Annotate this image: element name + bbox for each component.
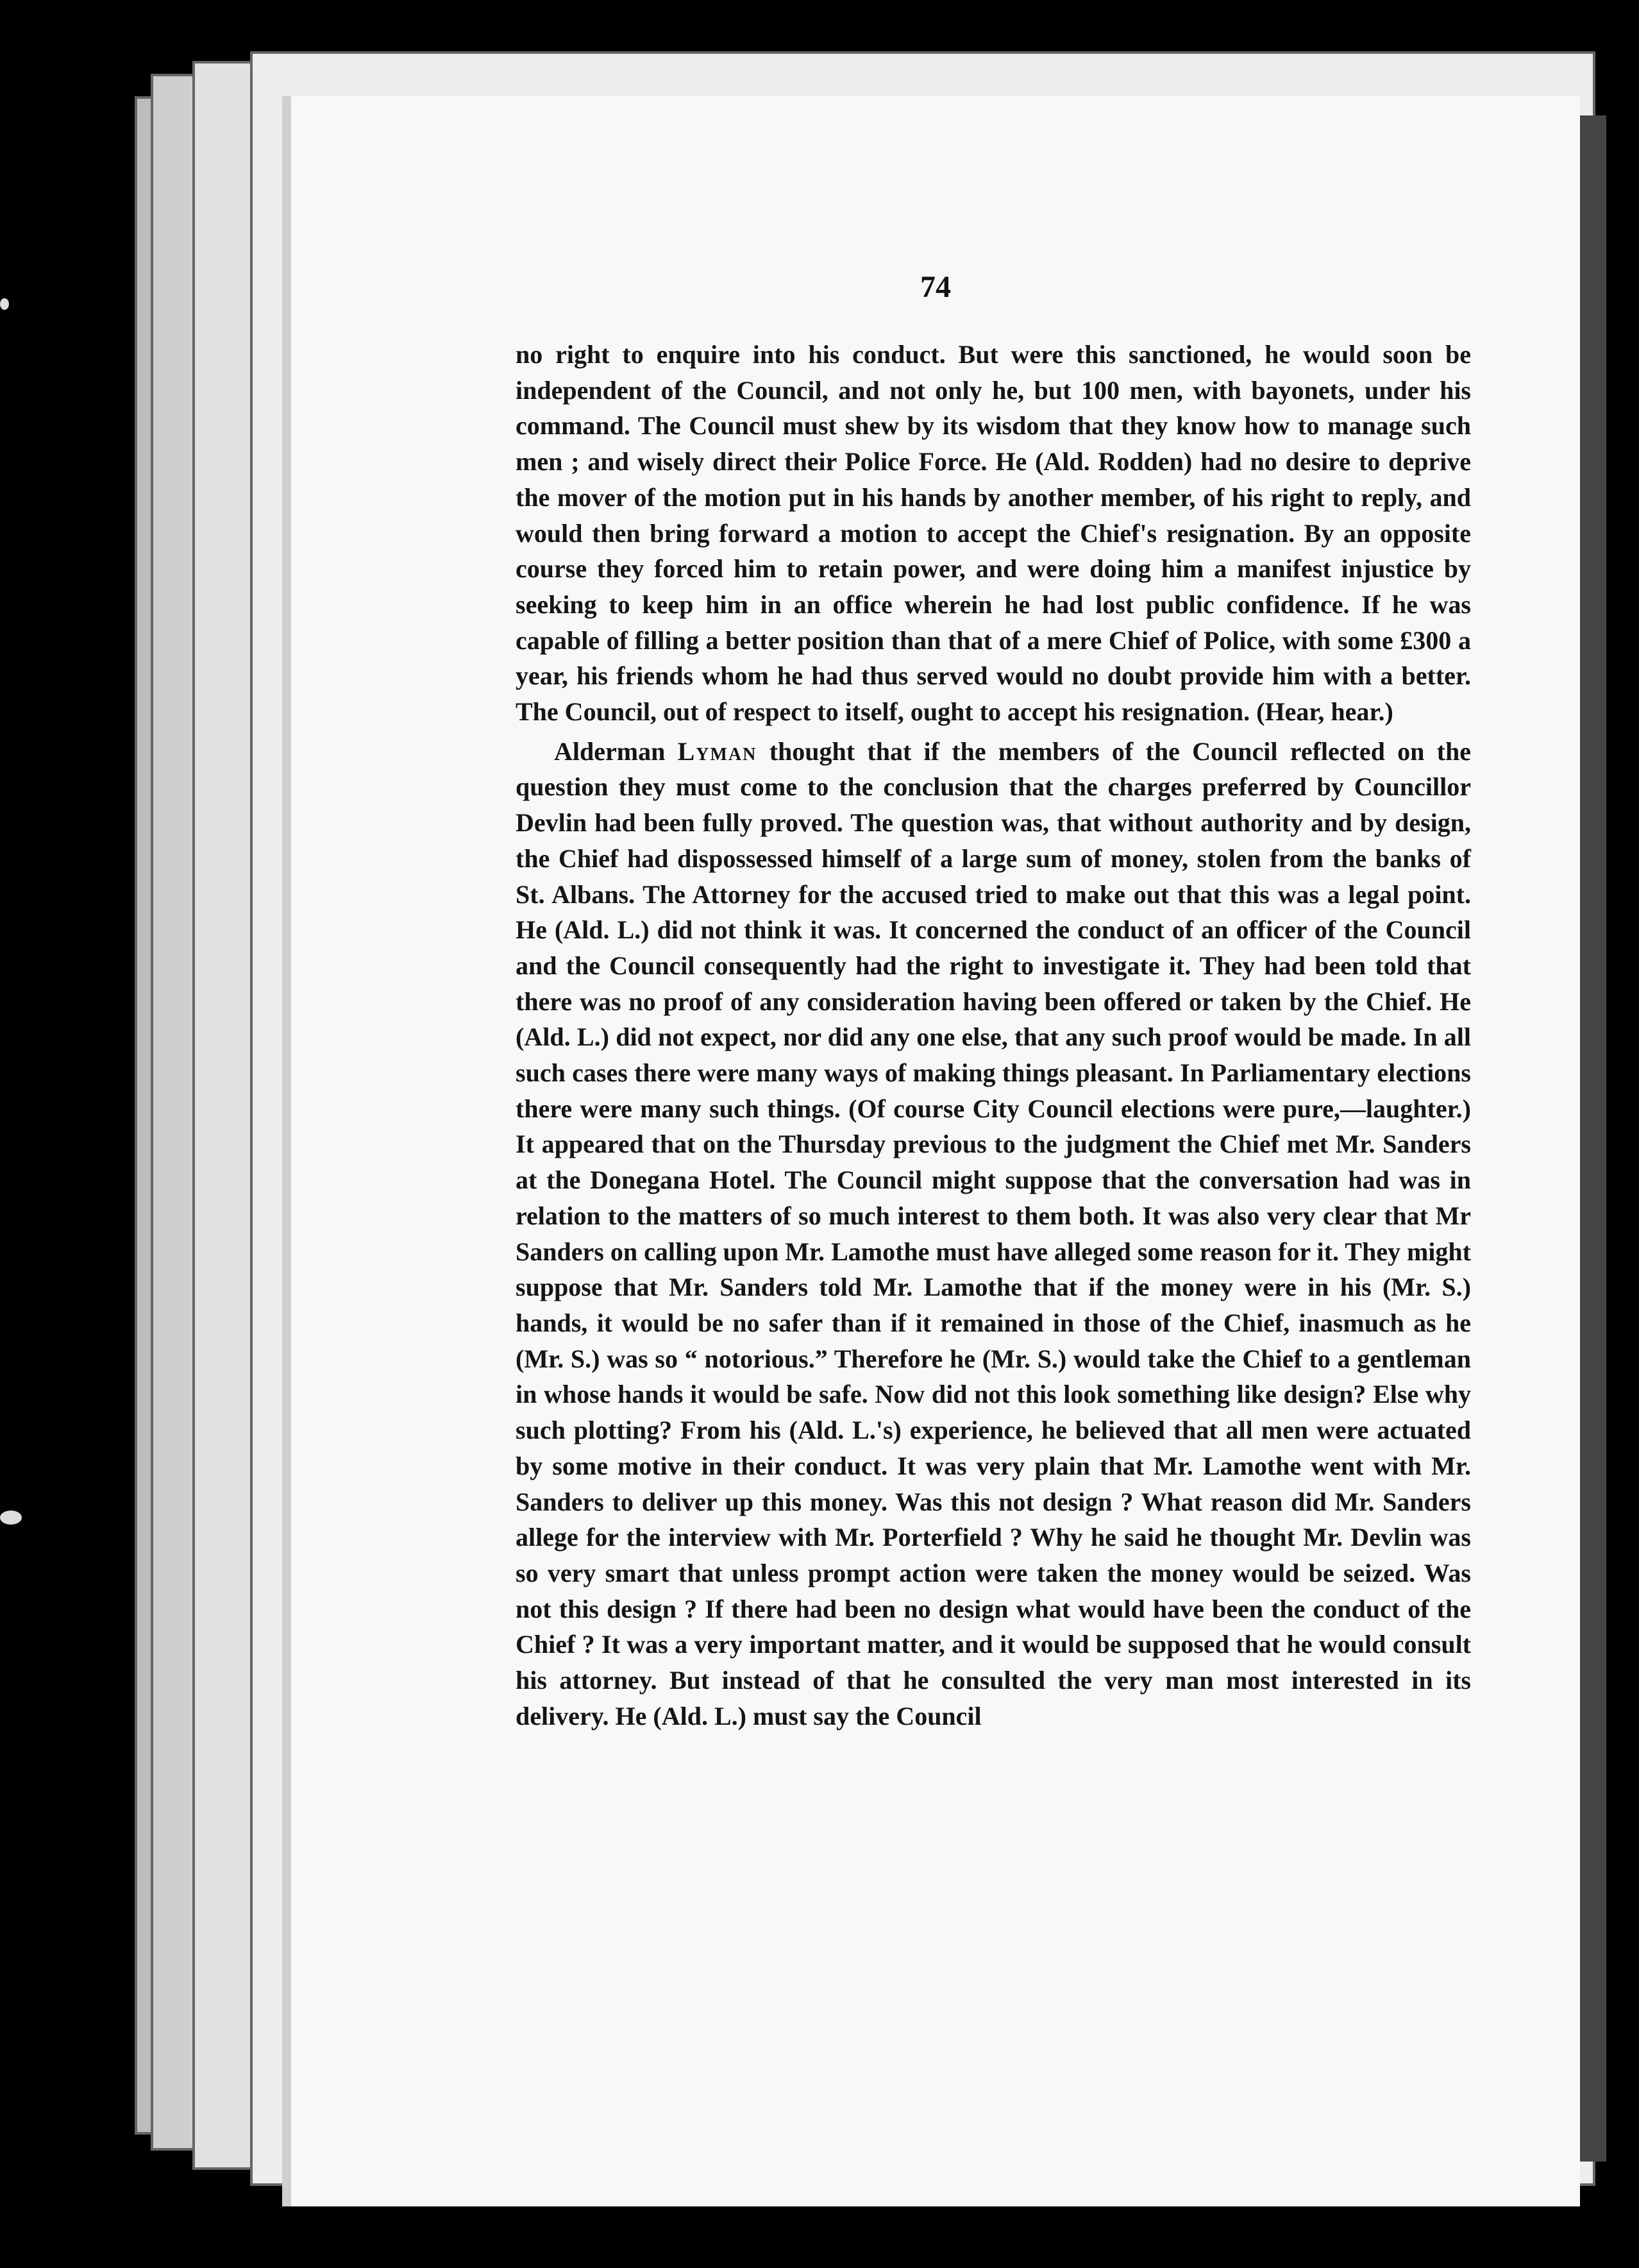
page-shadow (1577, 115, 1606, 2162)
body-text (516, 337, 1471, 1734)
paragraph-body: thought that if the members of the Council reflected on the question they must come to the conclusion that the charges preferred by Councillor Devlin had been fully proved. The question was, that without authority and by design, the Chief had dispossessed himself of a large sum of money, stolen from the banks of St. Albans. The Attorney for the accused tried to make out that this was a legal point. He (Ald. L.) did not think it was. It concerned the conduct of an officer of the Council and the Council consequently had the right to investigate it. They had been told that there was no proof of any consideration having been offered or taken by the Chief. He (Ald. L.) did not expect, nor did any one else, that any such proof would be made. In all such cases there were many ways of making things pleasant. In Parliamentary elections there were many such things. (Of course City Council elections were pure,—laughter.) It appeared that on the Thursday previous to the judgment the Chief met Mr. Sanders at the Donegana Hotel. The Council might suppose that the conversation had was in relation to the matters of so much interest to them both. It was also very clear that Mr Sanders on calling upon Mr. Lamothe must have alleged some reason for it. They might suppose that Mr. Sanders told Mr. Lamothe that if the money were in his (Mr. S.) hands, it would be no safer than if it remained in those of the Chief, inasmuch as he (Mr. S.) was so “ notorious.” Therefore he (Mr. S.) would take the Chief to a gentleman in whose hands it would be safe. Now did not this look something like design? Else why such plotting? From his (Ald. L.'s) experience, he believed that all men were actuated by some motive in their conduct. It was very plain that Mr. Lamothe went with Mr. Sanders to deliver up this money. Was this not design ? What reason did Mr. Sanders allege for the interview with Mr. Porterfield ? Why he said he thought Mr. Devlin was so very smart that unless prompt action were taken the money would be seized. Was not this design ? If there had been no design what would have been the conduct of the Chief ? It was a very important matter, and it would be supposed that he would consult his attorney. But instead of that he consulted the very man most interested in its delivery. He (Ald. L.) must say the Council (516, 736, 1471, 1731)
scan-speck (0, 1511, 22, 1525)
paragraph-rodden: no right to enquire into his conduct. But were this sanctioned, he would soon be independent of the Council, and not only he, but 100 men, with bayonets, under his command. The Council must shew by its wisdom that they know how to manage such men ; and wisely direct their Police Force. He (Ald. Rodden) had no desire to deprive the mover of the motion put in his hands by another member, of his right to reply, and would then bring forward a motion to accept the Chief's resignation. By an opposite course they forced him to retain power, and were doing him a manifest injustice by seeking to keep him in an office wherein he had lost public confidence. If he was capable of filling a better position than that of a mere Chief of Police, with some £300 a year, his friends whom he had thus served would no doubt provide him with a better. The Council, out of respect to itself, ought to accept his resignation. (Hear, hear.) (516, 340, 1471, 727)
speaker-name: Lyman (677, 736, 757, 766)
page-number: 74 (920, 270, 951, 304)
document-page (282, 96, 1580, 2206)
speaker-title: Alderman (554, 736, 678, 766)
scan-speck (0, 298, 9, 310)
paragraph-lyman (516, 734, 1471, 1734)
